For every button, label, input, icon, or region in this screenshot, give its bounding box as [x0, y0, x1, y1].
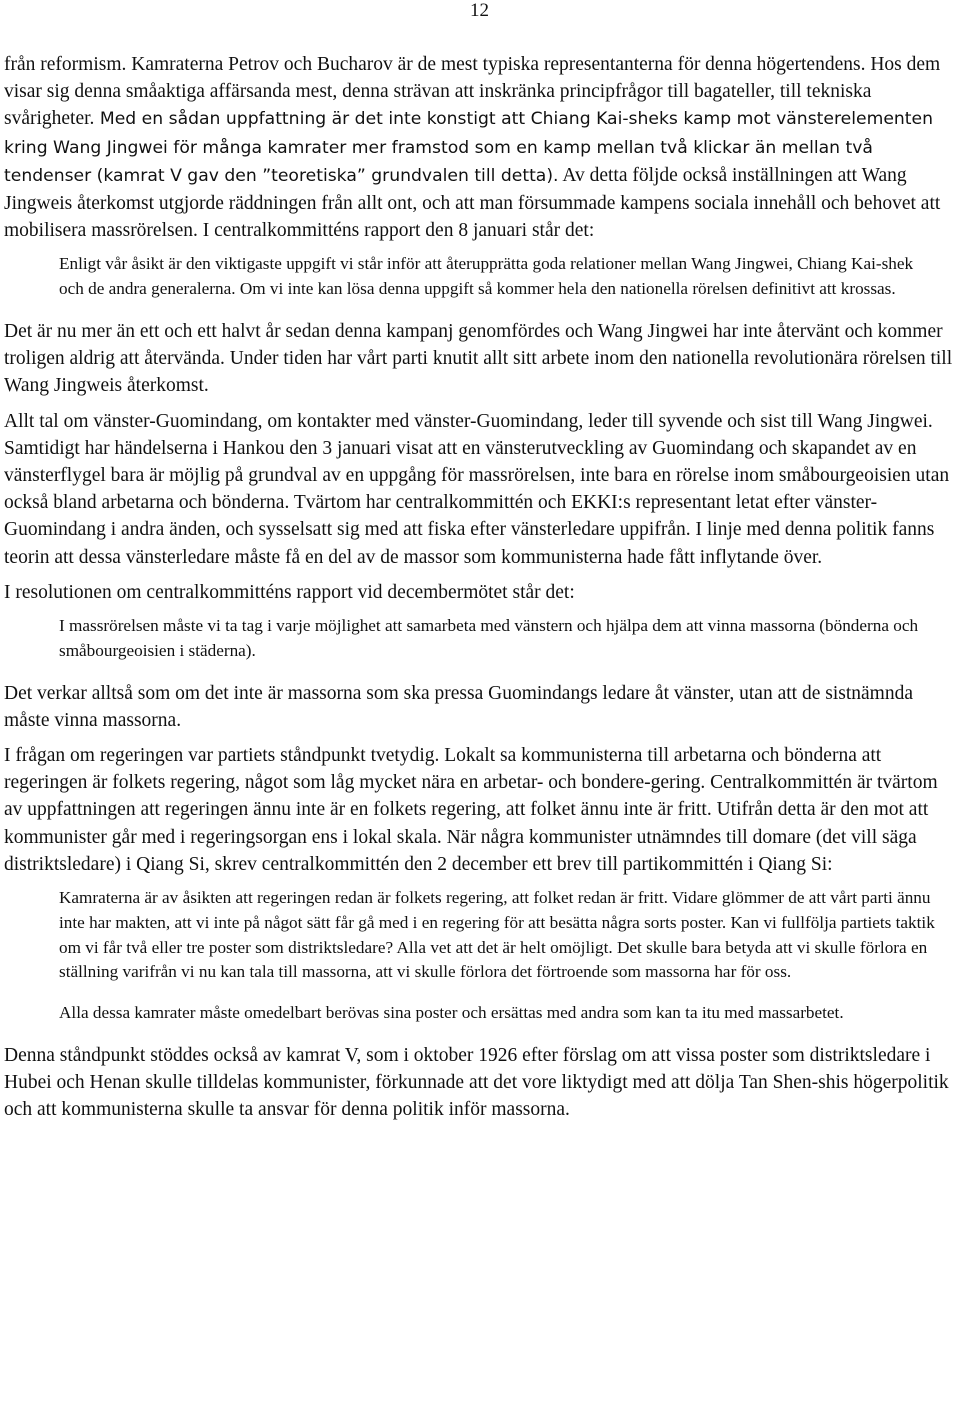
paragraph-1-tail: Av detta följde också inställningen att Wang Jingweis återkomst utgjorde räddningen från allt ont, och att man försummade kampens sociala innehåll och behovet att mobilisera massrörelsen. I centralkommitténs rapport den 8 januari står det: — [4, 164, 941, 242]
block-quote-2: I massrörelsen måste vi ta tag i varje möjlighet att samarbeta med vänstern och hjälpa dem att vinna massorna (bönderna och småbourgeoisien i städerna). — [59, 616, 919, 660]
block-quote-4: Alla dessa kamrater måste omedelbart berövas sina poster och ersättas med andra som kan ta itu med massarbetet. — [59, 1003, 844, 1023]
paragraph-4: I resolutionen om centralkommitténs rapport vid decembermötet står det: — [4, 581, 575, 603]
paragraph-5: Det verkar alltså som om det inte är massorna som ska pressa Guomindangs ledare åt vänster, utan att de sistnämnda måste vinna massorna. — [4, 682, 913, 731]
paragraph-1-serif: från reformism. Kamraterna Petrov och Bucharov är de mest typiska representanterna för denna högertendens. Hos dem visar sig denna småaktiga affärsanda mest, denna strävan att inskränka principfrågor till bagateller, till tekniska svårigheter. — [4, 54, 941, 130]
paragraph-1-sans: Med en sådan uppfattning är det inte konstigt att Chiang Kai-sheks kamp mot vänsterelementen kring Wang Jingwei för många kamrater mer framstod som en kamp mellan två klickar än mellan två tendenser (kamrat V gav den ”teoretiska” grundvalen till detta). — [4, 109, 933, 186]
paragraph-2: Det är nu mer än ett och ett halvt år sedan denna kampanj genomfördes och Wang Jingwei har inte återvänt och kommer troligen aldrig att återvända. Under tiden har vårt parti knutit allt sitt arbete inom den nationella revolutionära rörelsen till Wang Jingweis återkomst. — [4, 321, 953, 397]
paragraph-1 — [4, 51, 956, 244]
paragraph-3: Allt tal om vänster-Guomindang, om kontakter med vänster-Guomindang, leder till syvende och sist till Wang Jingwei. Samtidigt har händelserna i Hankou den 3 januari visat att en vänsterutveckling av Guomindang och skapandet av en vänsterflygel bara är möjlig på grundval av en uppgång för massrörelsen, inte bara en rörelse inom småbourgeoisien utan också bland arbetarna och bönderna. Tvärtom har centralkommittén och EKKI:s representant letat efter vänster-Guomindang i andra änden, och sysselsatt sig med att fiska efter vänsterledare uppifrån. I linje med denna politik fanns teorin att dessa vänsterledare måste få en del av de massor som kommunisterna hade fått inflytande över. — [4, 410, 950, 568]
document-page — [4, 51, 956, 1124]
page-number: 12 — [470, 0, 489, 21]
block-quote-3: Kamraterna är av åsikten att regeringen redan är folkets regering, att folket redan är fritt. Vidare glömmer de att vårt parti ännu inte har makten, att vi inte på något sätt får gå med i en regering för att besätta några sorts poster. Kan vi fullfölja partiets taktik om vi får två eller tre poster som distriktsledare? Alla vet att det är helt omöjligt. Det skulle bara betyda att vi skulle förlora en ställning varifrån vi nu kan tala till massorna, att vi skulle förlora det förtroende som massorna har för oss. — [59, 888, 935, 982]
paragraph-7: Denna ståndpunkt stöddes också av kamrat V, som i oktober 1926 efter förslag om att vissa poster som distriktsledare i Hubei och Henan skulle tilldelas kommunister, förkunnade att det vore liktydigt med att dölja Tan Shen-shis högerpolitik och att kommunisterna skulle ta ansvar för denna politik inför massorna. — [4, 1045, 949, 1121]
paragraph-6: I frågan om regeringen var partiets ståndpunkt tvetydig. Lokalt sa kommunisterna till arbetarna och bönderna att regeringen är folkets regering, något som låg mycket nära en arbetar- och bondere-gering. Centralkommittén är tvärtom av uppfattningen att regeringen ännu inte är en folkets regering, att folket ännu inte är fritt. Utifrån detta är den mot att kommunister går med i regeringsorgan ens i lokal skala. När några kommunister utnämndes till domare (det vill säga distriktsledare) i Qiang Si, skrev centralkommittén den 2 december ett brev till partikommittén i Qiang Si: — [4, 745, 938, 875]
block-quote-1: Enligt vår åsikt är den viktigaste uppgift vi står inför att återupprätta goda relationer mellan Wang Jingwei, Chiang Kai-shek och de andra generalerna. Om vi inte kan lösa denna uppgift så kommer hela den nationella rörelsen definitivt att krossas. — [59, 254, 914, 299]
